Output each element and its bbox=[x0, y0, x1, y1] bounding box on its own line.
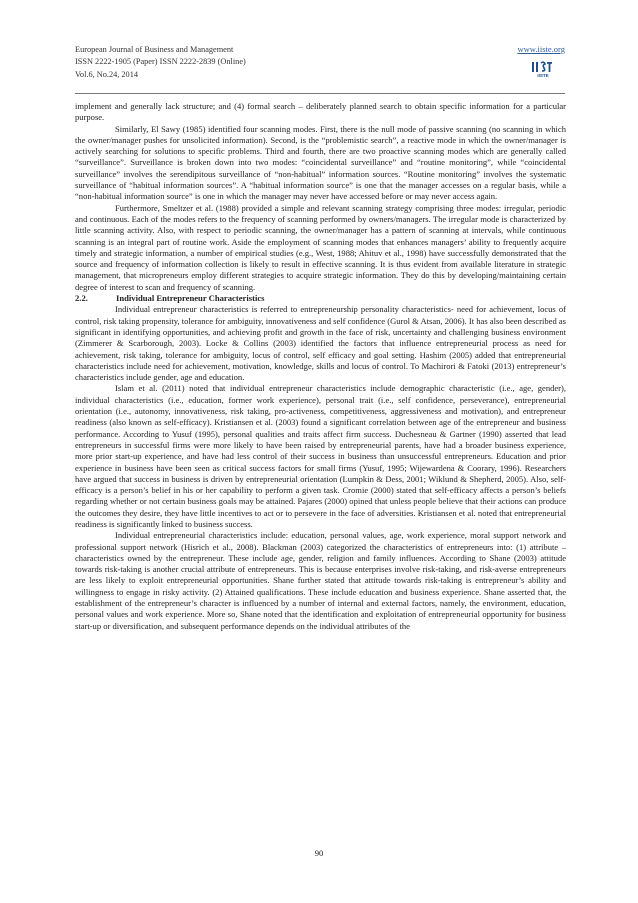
journal-header bbox=[75, 44, 565, 94]
paragraph: implement and generally lack structure; and (4) formal search – deliberately planned search to obtain specific information for a particular purpose. bbox=[75, 101, 566, 123]
journal-name: European Journal of Business and Management bbox=[75, 45, 234, 54]
paragraph: Furthermore, Smeltzer et al. (1988) provided a simple and relevant scanning strategy comprising three modes: irregular, periodic and continuous. Each of the modes refers to the frequency of scanning performed by owners/managers. The irregular mode is characterized by little scanning activity. Also, with respect to periodic scanning, the owner/manager has a pattern of scanning at intervals, while continuous scanning is an integral part of routine work. Aside the employment of scanning modes that enhances managers’ ability to frequently acquire timely and strategic information, a number of empirical studies (e.g., West, 1988; Ahituv et al., 1998) have successfully demonstrated that the source and frequency of information collection is likely to result in effective scanning. It is thus evident from available literature in strategic management, that micropreneurs employ different strategies to acquire strategic information. They do this by developing/maintaining certain degree of interest to scan and frequency of scanning. bbox=[75, 202, 566, 292]
section-number: 2.2. bbox=[75, 293, 88, 304]
iiste-logo-icon bbox=[531, 59, 555, 78]
paragraph: Individual entrepreneur characteristics is referred to entrepreneurship personality characteristics- need for achievement, locus of control, risk taking propensity, tolerance for ambiguity, innovativeness and self confidence (Gurol & Atsan, 2006). It has also been described as significant in identifying opportunities, and achieving profit and growth in the face of risk, uncertainty and challenging business environment (Zimmerer & Scarborough, 2003). Locke & Collins (2003) identified the factors that influence entrepreneurial process as need for achievement, risk taking, tolerance for ambiguity, locus of control, self efficacy and goal setting. Hashim (2005) added that entrepreneurial characteristics include need for achievement, motivation, knowledge, skills and locus of control. To Machirori & Fatoki (2013) entrepreneur’s characteristics include gender, age and education. bbox=[75, 304, 566, 383]
paragraph: Islam et al. (2011) noted that individual entrepreneur characteristics include demographic characteristic (i.e., age, gender), individual characteristics (i.e., education, former work experience), personal trait (i.e., self confidence, perseverance), entrepreneurial orientation (i.e., autonomy, innovativeness, risk taking, pro-activeness, competitiveness, aggressiveness and motivation), and entrepreneur readiness (also known as self-efficacy). Kristiansen et al. (2003) found a significant correlation between age of the entrepreneur and business performance. According to Yusuf (1995), personal qualities and traits affect firm success. Duchesneau & Gartner (1990) asserted that lead entrepreneurs in successful firms were more likely to have been raised by entrepreneurial parents, have had a broader business experience, more prior start-up experience, and have had less control of their success in business than unsuccessful entrepreneurs. Education and prior experience in business have been seen as critical success factors for small firms (Yusuf, 1995; Wijewardena & Coorary, 1996). Researchers have argued that success in business is driven by entrepreneurial orientation (Lumpkin & Dess, 2001; Wiklund & Shepherd, 2005). Also, self-efficacy is a person’s belief in his or her capability to perform a given task. Cromie (2000) stated that self-efficacy affects a person’s beliefs regarding whether or not certain business goals may be attained. Pajares (2000) opined that unless people believe that their actions can produce the outcomes they desire, they have little incentives to act or to persevere in the face of adversities. Kristiansen et al. noted that entrepreneurial readiness is significantly linked to business success. bbox=[75, 383, 566, 529]
article-body bbox=[75, 101, 566, 632]
section-heading bbox=[75, 293, 566, 304]
journal-website-link[interactable]: www.iiste.org bbox=[517, 44, 565, 54]
page-number: 90 bbox=[314, 848, 324, 858]
paragraph: Similarly, El Sawy (1985) identified four scanning modes. First, there is the null mode of passive scanning (no scanning in which the owner/manager pushes for unsolicited information). Second, is the “problemistic search”, a reactive mode in which the owner/manager is actively searching for solutions to specific problems. Third and fourth, there are two proactive scanning modes which are generally called “surveillance”. Surveillance is broken down into two modes: “coincidental surveillance” and “routine monitoring”, while “coincidental surveillance” involves the serendipitous surveillance of “non-habitual” information sources. “Routine monitoring” involves the systematic surveillance of “habitual information sources”. A “habitual information source” is one that the manager accesses on a regular basis, while a “non-habitual information source” is one in which the manager may never have accessed before or may never access again. bbox=[75, 123, 566, 202]
paragraph: Individual entrepreneurial characteristics include: education, personal values, age, work experience, moral support network and professional support network (Hisrich et al., 2008). Blackman (2003) categorized the characteristics of entrepreneurs into: (1) attribute – characteristics owned by the entrepreneur. These include age, gender, religion and family influences. According to Shane (2003) attitude towards risk-taking is another crucial attribute of entrepreneurs. This is because enterprises involve risk-taking, and risk-averse entrepreneurs are less likely to exploit entrepreneurial opportunities. Shane further stated that attitude towards risk-taking is entrepreneur’s ability and willingness to engage in risky activity. (2) Attained qualifications. These include education and business experience. Shane asserted that, the establishment of the entrepreneur’s character is influenced by a number of internal and external factors, namely, the environment, education, personal values and work experience. More so, Shane noted that the identification and exploitation of entrepreneurial opportunity for business start-up or diversification, and subsequent performance depends on the individual attributes of the bbox=[75, 530, 566, 631]
volume-line: Vol.6, No.24, 2014 bbox=[75, 69, 138, 79]
issn-line: ISSN 2222-1905 (Paper) ISSN 2222-2839 (Online) bbox=[75, 57, 246, 67]
section-title: Individual Entrepreneur Characteristics bbox=[116, 293, 265, 304]
header-divider bbox=[75, 93, 565, 94]
logo-text: IISTE bbox=[537, 73, 549, 78]
